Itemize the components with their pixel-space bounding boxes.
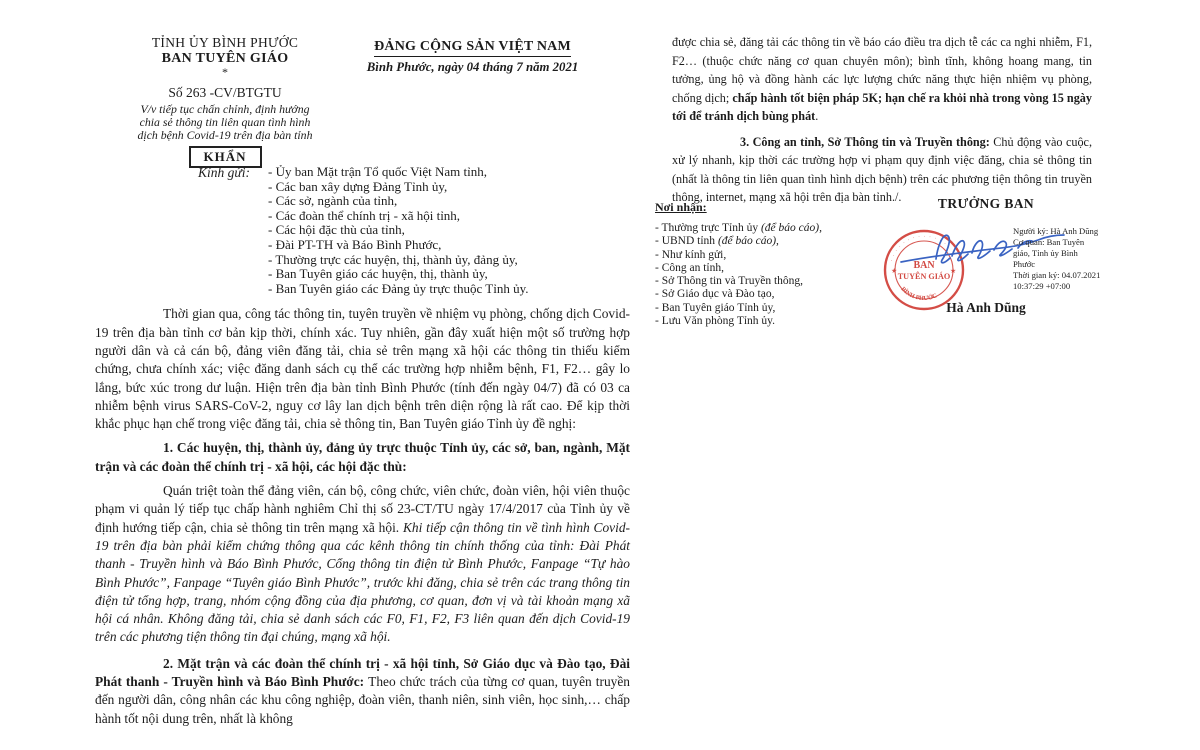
five-k-bold-directive: chấp hành tốt biện pháp 5K; hạn chế ra khỏi nhà trong vòng 15 ngày tới để tránh dịch bùng phát	[672, 90, 1092, 123]
national-header-block	[360, 37, 585, 75]
left-column	[95, 35, 630, 728]
subject-line: chia sẻ thông tin liên quan tình hình	[139, 114, 311, 129]
section-2-heading: 2. Mặt trận và các đoàn thể chính trị - xã hội tỉnh, Sở Giáo dục và Đào tạo, Đài Phát thanh - Truyền hình và Báo Bình Phước:	[95, 655, 630, 689]
signature-block	[870, 196, 1102, 316]
distribution-item: - Như kính gửi,	[655, 248, 727, 261]
svg-text:★: ★	[891, 267, 898, 275]
urgency-stamp: KHẨN	[189, 146, 262, 168]
salutation-label: Kính gửi:	[198, 165, 250, 180]
section-1-heading: 1. Các huyện, thị, thành ủy, đảng ủy trực thuộc Tỉnh ủy, các sở, ban, ngành, Mặt trận và các đoàn thể chính trị - xã hội, các hội đặc thù:	[95, 440, 630, 474]
recipient-item: - Các đoàn thể chính trị - xã hội tỉnh,	[268, 207, 461, 223]
distribution-item: - Thường trực Tỉnh ủy (để báo cáo),	[655, 222, 822, 234]
signer-title: TRƯỞNG BAN	[937, 196, 1035, 211]
right-column	[655, 30, 1101, 328]
distribution-label: Nơi nhận:	[655, 200, 707, 214]
distribution-item: - Sở Thông tin và Truyền thông,	[655, 275, 804, 288]
signer-name: Hà Anh Dũng	[946, 300, 1026, 315]
body-paragraph-intro: Thời gian qua, công tác thông tin, tuyên truyền về nhiệm vụ phòng, chống dịch Covid-19 trên địa bàn tỉnh cơ bản kịp thời, chính xác. Tuy nhiên, gần đây xuất hiện một số trường hợp người dân và cả cán bộ, đảng viên đăng tải, chia sẻ trên mạng xã hội các thông tin thiếu kiểm chứng, chưa chính xác; việc đăng danh sách cụ thể các trường hợp nhiễm bệnh, F1, F2… gây lo lắng, bức xúc trong dư luận. Hiện trên địa bàn tỉnh Bình Phước (tính đến ngày 04/7) đã có 03 ca nhiễm bệnh virus SARS-CoV-2, nguy cơ lây lan dịch bệnh trên diện rộng là rất cao. Để kịp thời khắc phục hạn chế trong việc đăng tải, chia sẻ thông tin, Ban Tuyên giáo Tỉnh ủy đề nghị:	[95, 306, 630, 432]
recipient-item: - Các hội đặc thù của tỉnh,	[268, 222, 405, 238]
recipient-item: - Các sở, ngành của tỉnh,	[268, 193, 398, 209]
digital-signature-line: giáo, Tỉnh ủy Bình	[1013, 247, 1078, 258]
section-2-continuation-paragraph	[672, 33, 1092, 126]
distribution-item: - Công an tỉnh,	[655, 261, 724, 274]
stamp-center-line1: BAN	[913, 260, 935, 271]
salutation-block	[95, 165, 630, 296]
recipient-item: - Ban Tuyên giáo các huyện, thị, thành ủy,	[268, 266, 488, 282]
svg-text:★: ★	[950, 267, 957, 275]
section-1-italic-directive: Khi tiếp cận thông tin về tình hình Covid-19 trên địa bàn phải kiểm chứng thông qua các kênh thông tin chính thống của tỉnh: Đài Phát thanh - Truyền hình và Báo Bình Phước, Cổng thông tin điện tử Bình Phước, Fanpage “Tự hào Bình Phước”, Fanpage “Tuyên giáo Bình Phước”, trước khi đăng, chia sẻ trên các trang thông tin điện tử tổng hợp, trang, nhóm cộng đồng của địa phương, cơ quan, đơn vị và tài khoản mạng xã hội cá nhân. Không đăng tải, chia sẻ danh sách các F0, F1, F2, F3 liên quan đến dịch Covid-19 trên các phương tiện thông tin đại chúng, mạng xã hội.	[95, 519, 630, 645]
subject-line: V/v tiếp tục chấn chỉnh, định hướng	[140, 102, 310, 116]
stamp-ring-bottom-text: BÌNH PHƯỚC	[899, 285, 939, 303]
recipient-item: - Đài PT-TH và Báo Bình Phước,	[268, 236, 442, 252]
distribution-item: - Lưu Văn phòng Tỉnh ủy.	[655, 315, 776, 328]
digital-signature-line: Người ký: Hà Anh Dũng	[1013, 226, 1099, 236]
section-1-text: Quán triệt toàn thể đảng viên, cán bộ, công chức, viên chức, đoàn viên, hội viên thuộc phạm vi quản lý tiếp tục chấp hành nghiêm Chỉ thị số 23-CT/TU ngày 17/4/2017 của Tỉnh ủy về định hướng tiếp cận, chia sẻ thông tin trên mạng xã hội.	[95, 483, 630, 535]
distribution-item: - Sở Giáo dục và Đào tạo,	[655, 288, 775, 301]
org-name: BAN TUYÊN GIÁO	[161, 51, 289, 66]
section-2-continuation-text: được chia sẻ, đăng tải các thông tin về báo cáo điều tra dịch tễ các ca nghi nhiễm, F1, F2… (thuộc chức năng cơ quan chuyên môn); bình tĩnh, không hoang mang, tin tưởng, ủng hộ và đồng hành các lực lượng chức năng thực hiện nhiệm vụ phòng, chống dịch;	[672, 35, 1092, 105]
document-subject	[95, 103, 355, 141]
stamp-ring-marks: · · · · · · · · · · · · ·	[889, 233, 948, 263]
digital-signature-line: Cơ quan: Ban Tuyên	[1013, 236, 1085, 247]
distribution-block	[655, 198, 865, 328]
recipient-item: - Ủy ban Mặt trận Tổ quốc Việt Nam tỉnh,	[268, 164, 487, 179]
party-motto: ĐẢNG CỘNG SẢN VIỆT NAM	[374, 39, 571, 57]
distribution-list	[655, 222, 865, 328]
distribution-item: - UBND tỉnh (để báo cáo),	[655, 235, 779, 248]
digital-signature-info	[1013, 226, 1133, 291]
recipient-item: - Các ban xây dựng Đảng Tỉnh ủy,	[268, 178, 448, 194]
digital-signature-line: Phước	[1013, 258, 1036, 269]
svg-text:BÌNH PHƯỚC	[899, 286, 938, 302]
section-3-heading: 3. Công an tỉnh, Sở Thông tin và Truyền thông:	[740, 134, 994, 149]
section-2-text: Theo chức trách của từng cơ quan, tuyên truyền đến người dân, công nhân các khu công nghiệp, đoàn viên, thanh niên, sinh viên, học sinh,… chấp hành tốt nội dung trên, nhất là không	[95, 673, 630, 726]
recipient-item: - Thường trực các huyện, thị, thành ủy, đảng ủy,	[268, 251, 518, 267]
recipient-item: - Ban Tuyên giáo các Đảng ủy trực thuộc Tỉnh ủy.	[268, 280, 529, 296]
stamp-center-line2: TUYÊN GIÁO	[897, 272, 951, 281]
issuing-org-block	[95, 35, 355, 168]
section-3-text: Chủ động vào cuộc, xử lý nhanh, kịp thời các trường hợp vi phạm quy định việc đăng, chia sẻ thông tin (nhất là thông tin liên quan tình hình dịch bệnh) trên các phương tiện thông tin truyền thông, internet, mạng xã hội trên địa bàn tỉnh./.	[672, 134, 1093, 204]
section-2-paragraph	[95, 655, 630, 728]
recipient-list	[250, 165, 529, 296]
place-date-line: Bình Phước, ngày 04 tháng 7 năm 2021	[366, 60, 579, 74]
org-parent-name: TỈNH ỦY BÌNH PHƯỚC	[151, 35, 299, 50]
digital-signature-line: 10:37:29 +07:00	[1013, 280, 1071, 291]
document-header	[95, 35, 630, 163]
signature-area	[870, 214, 1102, 303]
digital-signature-line: Thời gian ký: 04.07.2021	[1013, 269, 1101, 280]
distribution-item: - Ban Tuyên giáo Tỉnh ủy,	[655, 301, 776, 314]
org-star-separator: *	[222, 65, 228, 79]
document-number: Số 263 -CV/BTGTU	[168, 85, 282, 100]
subject-line: dịch bệnh Covid-19 trên địa bàn tỉnh	[137, 127, 313, 142]
section-1-paragraph	[95, 482, 630, 647]
for-report-note: (để báo cáo),	[717, 235, 779, 248]
for-report-note: (để báo cáo),	[760, 222, 822, 234]
sentence-end: .	[815, 109, 819, 123]
